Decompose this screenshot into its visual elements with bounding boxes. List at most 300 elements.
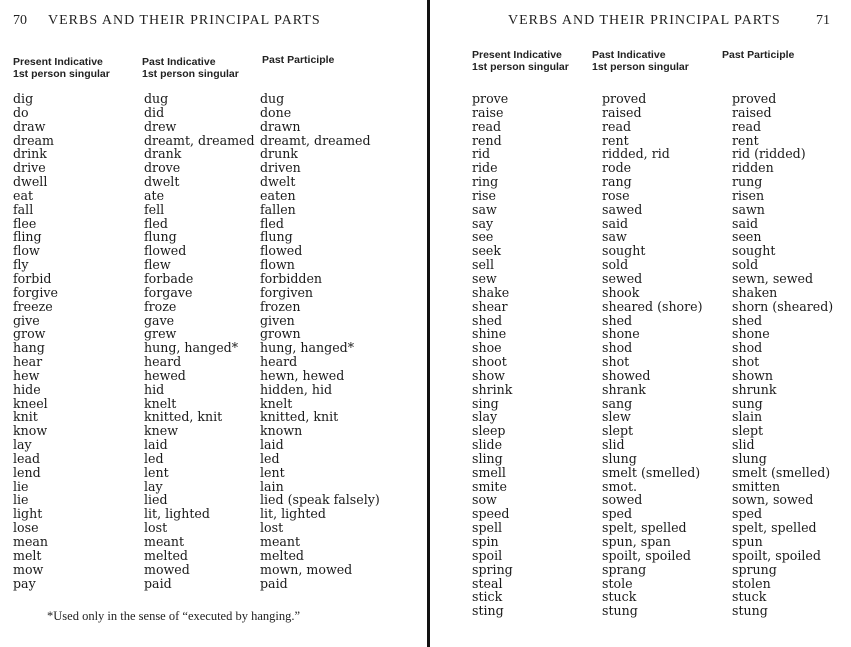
table-row — [0, 563, 420, 577]
present-form: spell — [472, 520, 503, 536]
present-form: lend — [13, 464, 41, 480]
participle-form: seen — [732, 229, 762, 245]
participle-form: shot — [732, 354, 760, 370]
present-form: spring — [472, 561, 513, 577]
past-form: paid — [144, 575, 172, 591]
running-head: VERBS AND THEIR PRINCIPAL PARTS — [508, 13, 781, 28]
past-form: did — [144, 104, 165, 120]
present-form: grow — [13, 326, 46, 342]
present-form: slay — [472, 409, 498, 425]
past-form: sold — [602, 257, 629, 273]
past-form: stole — [602, 575, 633, 591]
table-row — [432, 147, 851, 161]
right-page — [432, 0, 851, 647]
past-form: rang — [602, 174, 632, 190]
participle-form: shaken — [732, 284, 778, 300]
past-form: shod — [602, 340, 633, 356]
table-row — [0, 314, 420, 328]
past-form: shone — [602, 326, 640, 342]
past-form: sowed — [602, 492, 643, 508]
present-form: mean — [13, 534, 49, 549]
participle-form: shod — [732, 340, 763, 356]
table-row — [0, 203, 420, 217]
past-form: led — [144, 450, 164, 466]
running-head: VERBS AND THEIR PRINCIPAL PARTS — [48, 13, 321, 28]
present-form: see — [472, 229, 494, 245]
page-number: 71 — [816, 13, 830, 28]
table-row — [0, 355, 420, 369]
present-form: hew — [13, 367, 40, 383]
participle-form: forgiven — [260, 284, 314, 300]
participle-form: flowed — [260, 243, 303, 259]
participle-form: led — [260, 450, 280, 466]
present-form: know — [13, 423, 48, 439]
present-form: ring — [472, 174, 499, 190]
table-row — [432, 355, 851, 369]
past-form: ridded, rid — [602, 146, 670, 162]
present-form: hang — [13, 340, 45, 356]
past-form: forgave — [144, 284, 193, 300]
past-form: sewed — [602, 270, 643, 286]
table-row — [432, 258, 851, 272]
past-form: lent — [144, 464, 169, 480]
past-form: flung — [144, 229, 177, 245]
participle-form: sown, sowed — [732, 492, 814, 508]
participle-form: stolen — [732, 575, 771, 591]
present-form: hide — [13, 381, 41, 397]
present-form: sow — [472, 492, 497, 508]
table-row — [0, 438, 420, 452]
past-form: lay — [144, 478, 163, 494]
header-line: Present Indicative — [472, 49, 562, 61]
present-form: read — [472, 118, 502, 134]
table-row — [0, 230, 420, 244]
column-header-present — [13, 56, 110, 80]
present-form: smite — [472, 478, 507, 494]
past-form: stung — [602, 603, 638, 619]
participle-form: given — [260, 312, 295, 328]
table-row — [0, 258, 420, 272]
participle-form: proved — [732, 91, 777, 106]
header-line: 1st person singular — [142, 68, 239, 80]
present-form: pay — [13, 575, 36, 591]
past-form: spun, span — [602, 534, 671, 549]
table-row — [432, 92, 851, 106]
present-form: rise — [472, 187, 496, 203]
present-form: sew — [472, 270, 497, 286]
table-row — [0, 369, 420, 383]
present-form: rend — [472, 132, 502, 148]
past-form: slept — [602, 423, 634, 439]
past-form: lit, lighted — [144, 506, 210, 522]
present-form: hear — [13, 354, 43, 370]
past-form: smelt (smelled) — [602, 464, 701, 480]
participle-form: said — [732, 215, 759, 231]
participle-form: lain — [260, 478, 284, 494]
table-row — [432, 286, 851, 300]
table-row — [0, 272, 420, 286]
past-form: slid — [602, 437, 625, 453]
verb-table — [0, 92, 420, 590]
participle-form: shorn (sheared) — [732, 298, 834, 314]
present-form: knit — [13, 409, 38, 425]
past-form: lied — [144, 492, 168, 508]
past-form: laid — [144, 437, 168, 453]
past-form: sped — [602, 506, 633, 522]
participle-form: knitted, knit — [260, 409, 339, 425]
table-row — [0, 383, 420, 397]
past-form: knelt — [144, 395, 177, 411]
participle-form: dreamt, dreamed — [260, 132, 371, 148]
participle-form: lied (speak falsely) — [260, 492, 380, 508]
present-form: give — [13, 312, 40, 328]
table-row — [432, 203, 851, 217]
present-form: light — [13, 506, 43, 522]
past-form: stuck — [602, 589, 637, 605]
table-row — [0, 397, 420, 411]
past-form: rent — [602, 132, 629, 148]
participle-form: rung — [732, 174, 763, 190]
past-form: flew — [144, 257, 171, 273]
present-form: shear — [472, 298, 508, 314]
present-form: mow — [13, 561, 44, 577]
table-row — [432, 452, 851, 466]
table-row — [0, 341, 420, 355]
past-form: mowed — [144, 561, 190, 577]
participle-form: stuck — [732, 589, 767, 605]
participle-form: done — [260, 104, 292, 120]
table-row — [0, 535, 420, 549]
past-form: melted — [144, 547, 188, 563]
table-row — [432, 397, 851, 411]
table-row — [0, 521, 420, 535]
header-line: 1st person singular — [13, 68, 110, 80]
column-header-present — [472, 49, 569, 73]
past-form: grew — [144, 326, 177, 342]
participle-form: mown, mowed — [260, 561, 353, 577]
table-row — [0, 134, 420, 148]
table-row — [0, 452, 420, 466]
present-form: ride — [472, 160, 498, 176]
past-form: meant — [144, 534, 185, 549]
present-form: shrink — [472, 381, 513, 397]
present-form: freeze — [13, 298, 53, 314]
past-form: slew — [602, 409, 631, 425]
table-row — [432, 300, 851, 314]
participle-form: sawn — [732, 201, 765, 217]
table-row — [432, 327, 851, 341]
table-row — [432, 314, 851, 328]
past-form: raised — [602, 104, 642, 120]
participle-form: eaten — [260, 187, 296, 203]
present-form: lie — [13, 492, 29, 508]
participle-form: spun — [732, 534, 763, 549]
table-row — [0, 217, 420, 231]
participle-form: risen — [732, 187, 765, 203]
past-form: knew — [144, 423, 178, 439]
header-line: 1st person singular — [472, 61, 569, 73]
participle-form: heard — [260, 354, 298, 370]
past-form: fled — [144, 215, 168, 231]
present-form: eat — [13, 187, 34, 203]
present-form: dwell — [13, 174, 48, 190]
past-form: forbade — [144, 270, 194, 286]
present-form: fly — [13, 257, 29, 273]
participle-form: spoilt, spoiled — [732, 547, 821, 563]
past-form: sprang — [602, 561, 647, 577]
table-row — [432, 563, 851, 577]
present-form: sleep — [472, 423, 506, 439]
header-line: 1st person singular — [592, 61, 689, 73]
table-row — [0, 120, 420, 134]
past-form: knitted, knit — [144, 409, 223, 425]
present-form: raise — [472, 104, 504, 120]
present-form: lead — [13, 450, 41, 466]
participle-form: frozen — [260, 298, 301, 314]
present-form: drive — [13, 160, 46, 176]
table-row — [432, 175, 851, 189]
present-form: shoot — [472, 354, 507, 370]
column-header-past — [592, 49, 689, 73]
present-form: spoil — [472, 547, 503, 563]
participle-form: drawn — [260, 118, 301, 134]
column-header-participle — [262, 54, 334, 66]
present-form: stick — [472, 589, 503, 605]
table-row — [432, 590, 851, 604]
present-form: prove — [472, 91, 509, 106]
present-form: shake — [472, 284, 510, 300]
header-line: Past Indicative — [592, 49, 666, 61]
table-row — [432, 217, 851, 231]
participle-form: slung — [732, 450, 767, 466]
participle-form: meant — [260, 534, 301, 549]
left-page — [0, 0, 420, 647]
past-form: drew — [144, 118, 177, 134]
table-row — [0, 327, 420, 341]
present-form: sing — [472, 395, 499, 411]
participle-form: dug — [260, 91, 285, 106]
participle-form: ridden — [732, 160, 774, 176]
past-form: sawed — [602, 201, 643, 217]
table-row — [0, 480, 420, 494]
page-number: 70 — [13, 13, 27, 28]
present-form: shine — [472, 326, 507, 342]
participle-form: flung — [260, 229, 293, 245]
participle-form: forbidden — [260, 270, 323, 286]
table-row — [0, 424, 420, 438]
participle-form: spelt, spelled — [732, 520, 817, 536]
table-row — [0, 286, 420, 300]
table-row — [432, 161, 851, 175]
present-form: sting — [472, 603, 504, 619]
past-form: proved — [602, 91, 647, 106]
participle-form: shone — [732, 326, 770, 342]
participle-form: hung, hanged* — [260, 340, 355, 356]
past-form: hewed — [144, 367, 186, 383]
table-row — [432, 424, 851, 438]
participle-form: knelt — [260, 395, 293, 411]
present-form: steal — [472, 575, 503, 591]
present-form: draw — [13, 118, 46, 134]
book-spine — [427, 0, 430, 647]
participle-form: rent — [732, 132, 759, 148]
participle-form: read — [732, 118, 762, 134]
past-form: sought — [602, 243, 646, 259]
past-form: ate — [144, 187, 165, 203]
table-row — [432, 120, 851, 134]
past-form: slung — [602, 450, 637, 466]
present-form: forbid — [13, 270, 52, 286]
header-line: Present Indicative — [13, 56, 103, 68]
past-form: dwelt — [144, 174, 180, 190]
table-row — [432, 341, 851, 355]
participle-form: dwelt — [260, 174, 296, 190]
past-form: lost — [144, 520, 168, 536]
participle-form: grown — [260, 326, 301, 342]
present-form: say — [472, 215, 494, 231]
present-form: fall — [13, 201, 34, 217]
past-form: heard — [144, 354, 182, 370]
table-row — [0, 466, 420, 480]
table-row — [432, 230, 851, 244]
participle-form: smitten — [732, 478, 781, 494]
table-row — [432, 480, 851, 494]
participle-form: raised — [732, 104, 772, 120]
table-row — [0, 300, 420, 314]
table-row — [432, 410, 851, 424]
table-row — [432, 466, 851, 480]
past-form: smot. — [602, 478, 638, 494]
present-form: flow — [13, 243, 40, 259]
table-row — [432, 438, 851, 452]
participle-form: sprung — [732, 561, 777, 577]
past-form: spoilt, spoiled — [602, 547, 691, 563]
participle-form: smelt (smelled) — [732, 464, 831, 480]
table-row — [0, 106, 420, 120]
table-row — [0, 175, 420, 189]
present-form: lie — [13, 478, 29, 494]
participle-form: slept — [732, 423, 764, 439]
table-row — [432, 535, 851, 549]
past-form: sang — [602, 395, 633, 411]
past-form: dug — [144, 91, 169, 106]
past-form: shed — [602, 312, 633, 328]
header-line: Past Indicative — [142, 56, 216, 68]
present-form: seek — [472, 243, 502, 259]
participle-form: sped — [732, 506, 763, 522]
table-row — [0, 549, 420, 563]
table-row — [432, 106, 851, 120]
present-form: sling — [472, 450, 503, 466]
participle-form: slain — [732, 409, 763, 425]
past-form: showed — [602, 367, 651, 383]
present-form: slide — [472, 437, 503, 453]
table-row — [0, 507, 420, 521]
table-row — [432, 604, 851, 618]
participle-form: sought — [732, 243, 776, 259]
present-form: fling — [13, 229, 42, 245]
participle-form: flown — [260, 257, 295, 273]
participle-form: lost — [260, 520, 284, 536]
past-form: drank — [144, 146, 182, 162]
column-header-past — [142, 56, 239, 80]
past-form: shrank — [602, 381, 646, 397]
table-row — [0, 244, 420, 258]
past-form: read — [602, 118, 632, 134]
participle-form: lent — [260, 464, 285, 480]
past-form: rose — [602, 187, 630, 203]
past-form: drove — [144, 160, 181, 176]
present-form: do — [13, 104, 29, 120]
table-row — [0, 493, 420, 507]
present-form: spin — [472, 534, 499, 549]
participle-form: drunk — [260, 146, 298, 162]
participle-form: shown — [732, 367, 774, 383]
participle-form: fallen — [260, 201, 296, 217]
present-form: melt — [13, 547, 42, 563]
present-form: lose — [13, 520, 39, 536]
table-row — [432, 272, 851, 286]
table-row — [0, 92, 420, 106]
present-form: flee — [13, 215, 37, 231]
past-form: saw — [602, 229, 627, 245]
participle-form: stung — [732, 603, 768, 619]
present-form: shoe — [472, 340, 502, 356]
participle-form: driven — [260, 160, 301, 176]
table-row — [0, 161, 420, 175]
participle-form: sewn, sewed — [732, 270, 814, 286]
table-row — [432, 521, 851, 535]
participle-form: laid — [260, 437, 284, 453]
table-row — [432, 244, 851, 258]
present-form: drink — [13, 146, 47, 162]
past-form: hid — [144, 381, 165, 397]
present-form: forgive — [13, 284, 58, 300]
past-form: said — [602, 215, 629, 231]
past-form: fell — [144, 201, 165, 217]
table-row — [432, 383, 851, 397]
present-form: sell — [472, 257, 494, 273]
past-form: dreamt, dreamed — [144, 132, 255, 148]
header-line: Past Participle — [722, 49, 795, 61]
participle-form: fled — [260, 215, 284, 231]
footnote: *Used only in the sense of “executed by hanging.” — [47, 609, 301, 623]
participle-form: melted — [260, 547, 304, 563]
present-form: smell — [472, 464, 506, 480]
table-row — [432, 507, 851, 521]
participle-form: sold — [732, 257, 759, 273]
present-form: show — [472, 367, 505, 383]
participle-form: slid — [732, 437, 755, 453]
past-form: flowed — [144, 243, 187, 259]
participle-form: shrunk — [732, 381, 777, 397]
present-form: rid — [472, 146, 491, 162]
past-form: hung, hanged* — [144, 340, 239, 356]
table-row — [0, 189, 420, 203]
present-form: dig — [13, 91, 34, 106]
table-row — [432, 549, 851, 563]
table-row — [432, 189, 851, 203]
past-form: froze — [144, 298, 177, 314]
past-form: spelt, spelled — [602, 520, 687, 536]
verb-table — [432, 92, 851, 618]
participle-form: rid (ridded) — [732, 146, 806, 162]
table-row — [0, 147, 420, 161]
past-form: gave — [144, 312, 175, 328]
table-row — [432, 369, 851, 383]
participle-form: hewn, hewed — [260, 367, 345, 383]
present-form: shed — [472, 312, 503, 328]
